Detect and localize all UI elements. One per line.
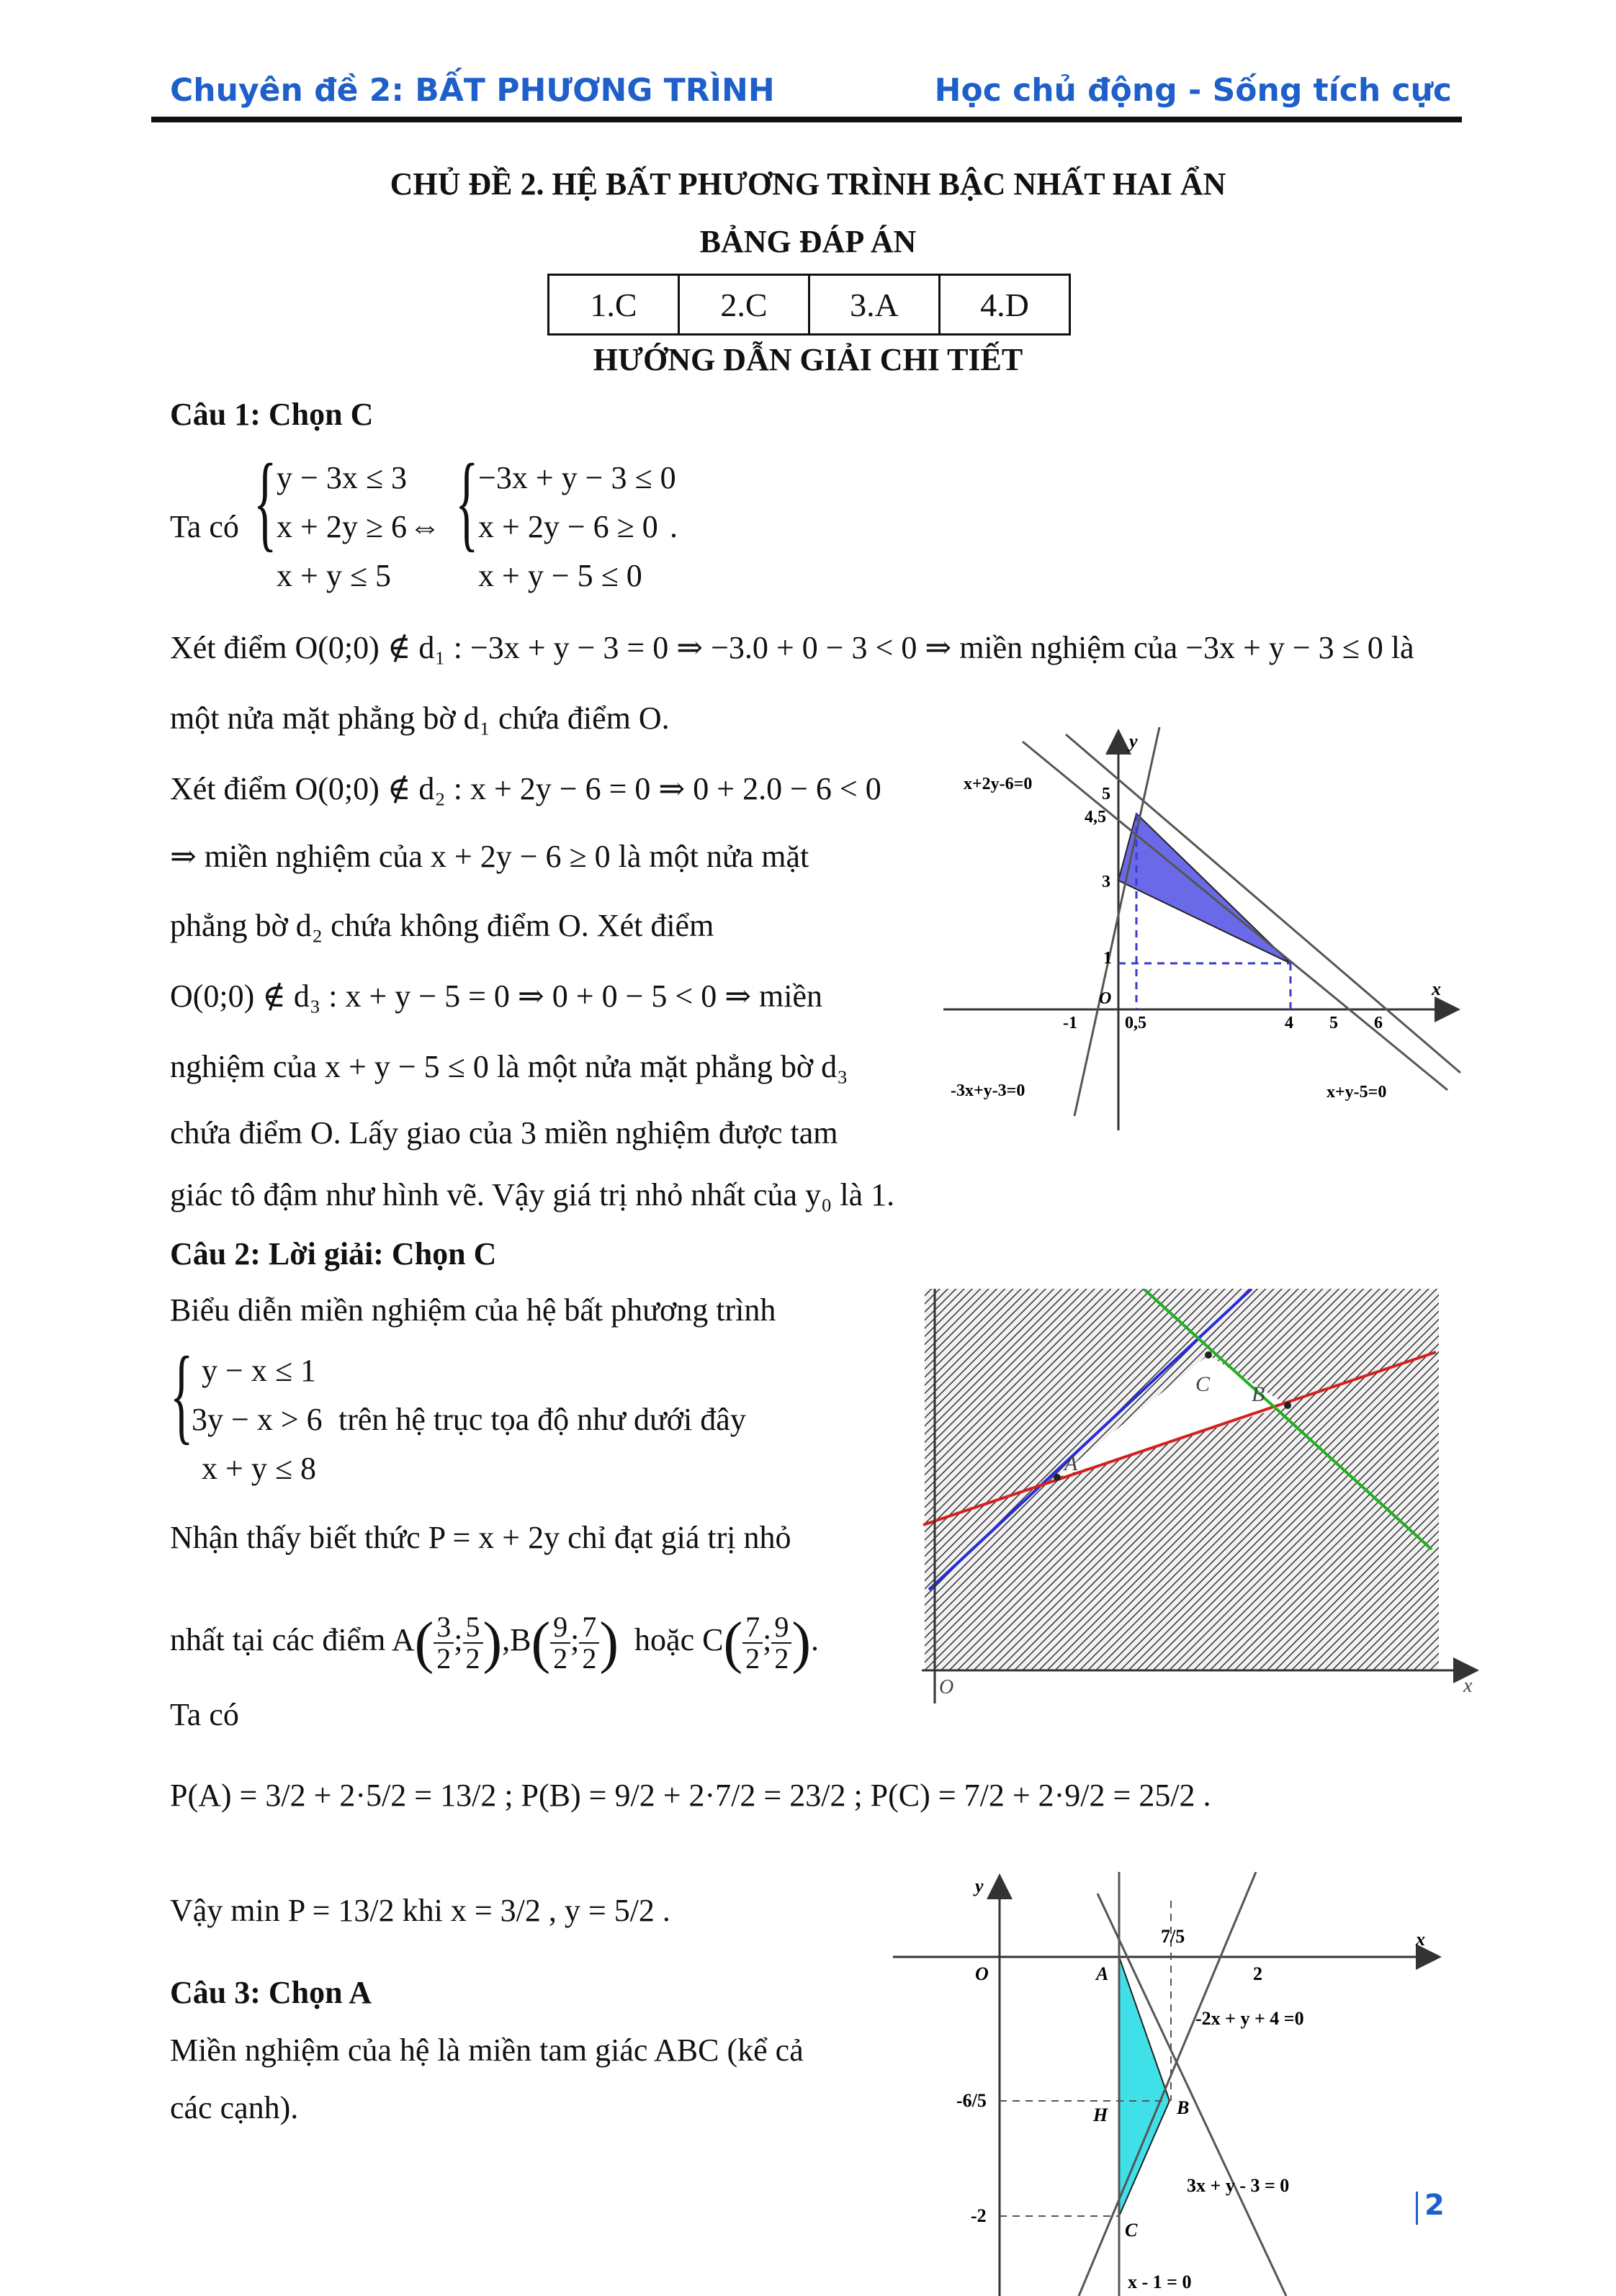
q1-para-9: giác tô đậm như hình vẽ. Vậy giá trị nhỏ nhất của y₀ là 1. [170,1177,895,1212]
q1-para-7: nghiệm của x + y − 5 ≤ 0 là một nửa mặt phẳng bờ d₃ [170,1049,848,1084]
guide-title: HƯỚNG DẪN GIẢI CHI TIẾT [593,342,1023,377]
header-rule [151,117,1462,122]
q1-graph-y-axis: y [1129,731,1138,752]
q2-sys-3: x + y ≤ 8 [202,1451,316,1486]
q1-para-1: Xét điểm O(0;0) ∉ d₁ : −3x + y − 3 = 0 ⇒ −3.0 + 0 − 3 < 0 ⇒ miền nghiệm của −3x + y − 3 ≤ 0 là [170,630,1414,665]
answer-1: 1.C [549,275,679,335]
answer-table [547,274,1071,336]
q3-origin: O [975,1963,989,1984]
answer-2: 2.C [679,275,809,335]
answer-4: 4.D [940,275,1070,335]
q1-graph-x05: 0,5 [1125,1014,1146,1032]
q1-sys-left-1: y − 3x ≤ 3 [277,460,407,495]
q2-heading: Câu 2: Lời giải: Chọn C [170,1236,497,1271]
q2-para-3-start: nhất tại các điểm A [170,1622,415,1658]
q1-graph-xm1: -1 [1063,1014,1077,1032]
q3-para-2: các cạnh). [170,2090,299,2125]
header-slogan: Học chủ động - Sống tích cực [934,72,1452,109]
q1-graph-label-d3: x+y-5=0 [1327,1083,1387,1102]
q1-graph-x6: 6 [1374,1014,1383,1032]
q3-point-a: A [1096,1963,1109,1984]
q1-sys-left-2: x + 2y ≥ 6 [277,509,407,544]
q1-sys-left-3: x + y ≤ 5 [277,558,391,593]
q1-sys-right-3: x + y − 5 ≤ 0 [478,558,642,593]
q1-para-2: một nửa mặt phẳng bờ d₁ chứa điểm O. [170,701,670,736]
q3-para-1: Miền nghiệm của hệ là miền tam giác ABC (kể cả [170,2032,804,2068]
q2-brace: { [170,1335,194,1454]
q3-graph [890,1872,1452,2296]
q1-graph-x4: 4 [1285,1014,1293,1032]
q2-x-axis: x [1463,1675,1473,1697]
q1-ta-co: Ta có [170,509,239,544]
q2-sys-1: y − x ≤ 1 [202,1353,316,1388]
q2-calc: P(A) = 3/2 + 2·5/2 = 13/2 ; P(B) = 9/2 + 2·7/2 = 23/2 ; P(C) = 7/2 + 2·9/2 = 25/2 . [170,1778,1211,1813]
q3-x-75: 7/5 [1161,1926,1185,1947]
q1-para-3: Xét điểm O(0;0) ∉ d₂ : x + 2y − 6 = 0 ⇒ 0 + 2.0 − 6 < 0 [170,771,881,806]
q3-y-m65: -6/5 [956,2090,987,2111]
q2-point-a: A [1064,1451,1078,1475]
q1-graph-label-d2: x+2y-6=0 [964,775,1033,793]
q3-point-c: C [1125,2220,1138,2241]
header-chapter: Chuyên đề 2: BẤT PHƯƠNG TRÌNH [170,72,775,109]
q1-graph-y45: 4,5 [1085,808,1106,827]
q2-point-c: C [1195,1372,1211,1396]
q3-x-2: 2 [1253,1963,1262,1984]
page-title: CHỦ ĐỀ 2. HỆ BẤT PHƯƠNG TRÌNH BẬC NHẤT HAI ẨN [390,166,1226,202]
q2-sys-tail: trên hệ trục tọa độ như dưới đây [338,1402,746,1437]
page-header [170,72,1452,115]
q1-sys-right-2: x + 2y − 6 ≥ 0 [478,509,658,544]
q1-graph-x-axis: x [1432,978,1441,999]
q1-graph-y1: 1 [1103,949,1112,968]
q2-point-b: B [1252,1382,1265,1406]
q3-line-label-2: 3x + y - 3 = 0 [1187,2175,1290,2196]
q2-ta-co: Ta có [170,1697,239,1732]
q1-para-8: chứa điểm O. Lấy giao của 3 miền nghiệm được tam [170,1115,838,1151]
q1-graph-label-d1: -3x+y-3=0 [951,1081,1025,1100]
q2-origin: O [939,1676,954,1698]
q1-heading: Câu 1: Chọn C [170,397,374,432]
q2-para-3: nhất tại các điểm A( $\frac{3}{2}$ ; $\frac{5}{2}$ ),B( $\frac{9}{2}$ ; $\frac{7}{2}$ ) hoặc C( $\frac{7}{2}$ ; $\frac{9}{2}$ ). [170,1611,819,1675]
q3-point-b: B [1177,2097,1190,2118]
answer-3: 3.A [809,275,940,335]
q3-y-axis: y [975,1876,984,1896]
q3-point-h: H [1093,2104,1108,2125]
q2-sys-2: 3y − x > 6 [192,1402,323,1437]
q3-heading: Câu 3: Chọn A [170,1975,372,2010]
q1-para-5: phẳng bờ d₂ chứa không điểm O. Xét điểm [170,908,714,943]
q2-hatched-region [925,1289,1439,1670]
q2-para-2: Nhận thấy biết thức P = x + 2y chỉ đạt giá trị nhỏ [170,1520,791,1555]
q2-graph [915,1289,1483,1706]
q1-graph [943,727,1462,1138]
q1-sys-right-1: −3x + y − 3 ≤ 0 [478,460,676,495]
q3-line-label-3: x - 1 = 0 [1128,2272,1192,2292]
q3-y-m2: -2 [971,2205,987,2226]
q1-graph-x5: 5 [1329,1014,1338,1032]
page-number: 2 [1424,2189,1445,2222]
q1-para-4: ⇒ miền nghiệm của x + 2y − 6 ≥ 0 là một nửa mặt [170,839,809,874]
q3-x-axis: x [1416,1929,1425,1950]
q3-line-label-1: -2x + y + 4 =0 [1195,2008,1304,2029]
q1-graph-y5: 5 [1102,785,1110,803]
q1-brace-right: { [455,442,479,562]
q1-sys-dot: . [670,509,678,544]
q2-para-3-or: hoặc C [634,1622,724,1658]
q1-equiv: ⇔ [409,509,441,544]
q2-para-1: Biểu diễn miền nghiệm của hệ bất phương trình [170,1292,776,1328]
answer-table-title: BẢNG ĐÁP ÁN [699,224,917,259]
q1-graph-y3: 3 [1102,873,1110,891]
q1-graph-origin: O [1099,989,1112,1008]
q1-brace-left: { [253,442,277,562]
q1-para-6: O(0;0) ∉ d₃ : x + y − 5 = 0 ⇒ 0 + 0 − 5 < 0 ⇒ miền [170,978,823,1014]
q2-conclusion: Vậy min P = 13/2 khi x = 3/2 , y = 5/2 . [170,1893,670,1928]
